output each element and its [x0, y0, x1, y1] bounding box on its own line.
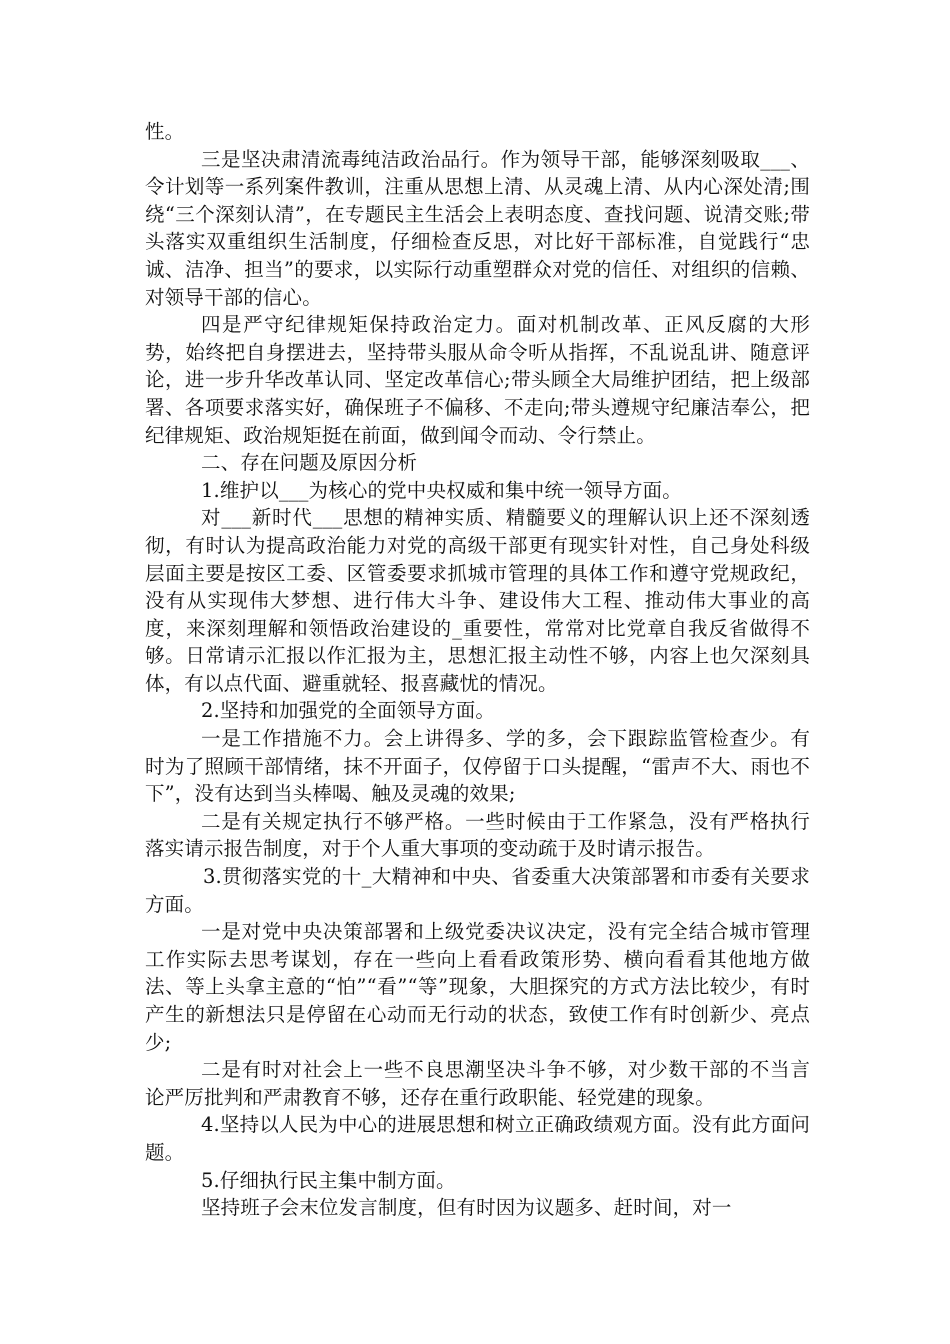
subheading-item-3: 3.贯彻落实党的十_大精神和中央、省委重大决策部署和市委有关要求方面。	[145, 865, 810, 916]
paragraph-item-1-detail: 对___新时代___思想的精神实质、精髓要义的理解认识上还不深刻透彻，有时认为提高政治能力对党的高级干部更有现实针对性，自己身处科级层面主要是按区工委、区管委要求抓城市管理的具体工作和遵守党规政纪，没有从实现伟大梦想、进行伟大斗争、建设伟大工程、推动伟大事业的高度，来深刻理解和领悟政治建设的_重要性，常常对比党章自我反省做得不够。日常请示汇报以作汇报为主，思想汇报主动性不够，内容上也欠深刻具体，有以点代面、避重就轻、报喜藏忧的情况。	[145, 506, 810, 695]
paragraph-point-four: 四是严守纪律规矩保持政治定力。面对机制改革、正风反腐的大形势，始终把自身摆进去，坚持带头服从命令听从指挥，不乱说乱讲、随意评论，进一步升华改革认同、坚定改革信心;带头顾全大局维护团结，把上级部署、各项要求落实好，确保班子不偏移、不走向;带头遵规守纪廉洁奉公，把纪律规矩、政治规矩挺在前面，做到闻令而动、令行禁止。	[145, 313, 810, 447]
paragraph-point-three: 三是坚决肃清流毒纯洁政治品行。作为领导干部，能够深刻吸取___、令计划等一系列案件教训，注重从思想上清、从灵魂上清、从内心深处清;围绕“三个深刻认清”，在专题民主生活会上表明态度、查找问题、说清交账;带头落实双重组织生活制度，仔细检查反思，对比好干部标准，自觉践行“忠诚、洁净、担当”的要求，以实际行动重塑群众对党的信任、对组织的信赖、对领导干部的信心。	[145, 147, 810, 309]
subheading-item-1: 1.维护以___为核心的党中央权威和集中统一领导方面。	[201, 478, 682, 502]
section-heading-problems: 二、存在问题及原因分析	[201, 451, 418, 475]
subheading-item-4: 4.坚持以人民为中心的进展思想和树立正确政绩观方面。没有此方面问题。	[145, 1113, 810, 1164]
document-body	[145, 118, 810, 1222]
paragraph-continuation: 性。	[145, 120, 185, 143]
paragraph-item-3-second: 二是有时对社会上一些不良思潮坚决斗争不够，对少数干部的不当言论严厉批判和严肃教育不够，还存在重行政职能、轻党建的现象。	[145, 1058, 810, 1109]
paragraph-item-5-detail: 坚持班子会末位发言制度，但有时因为议题多、赶时间，对一	[201, 1196, 732, 1220]
paragraph-item-2-first: 一是工作措施不力。会上讲得多、学的多，会下跟踪监管检查少。有时为了照顾干部情绪，抹不开面子，仅停留于口头提醒，“雷声不大、雨也不下”，没有达到当头棒喝、触及灵魂的效果;	[145, 727, 810, 806]
paragraph-item-3-first: 一是对党中央决策部署和上级党委决议决定，没有完全结合城市管理工作实际去思考谋划，存在一些向上看看政策形势、横向看看其他地方做法、等上头拿主意的“怕”“看”“等”现象，大胆探究的方式方法比较少，有时产生的新想法只是停留在心动而无行动的状态，致使工作有时创新少、亮点少;	[145, 920, 810, 1054]
paragraph-item-2-second: 二是有关规定执行不够严格。一些时候由于工作紧急，没有严格执行落实请示报告制度，对于个人重大事项的变动疏于及时请示报告。	[145, 809, 810, 861]
subheading-item-5: 5.仔细执行民主集中制方面。	[201, 1168, 456, 1192]
subheading-item-2: 2.坚持和加强党的全面领导方面。	[201, 699, 496, 723]
